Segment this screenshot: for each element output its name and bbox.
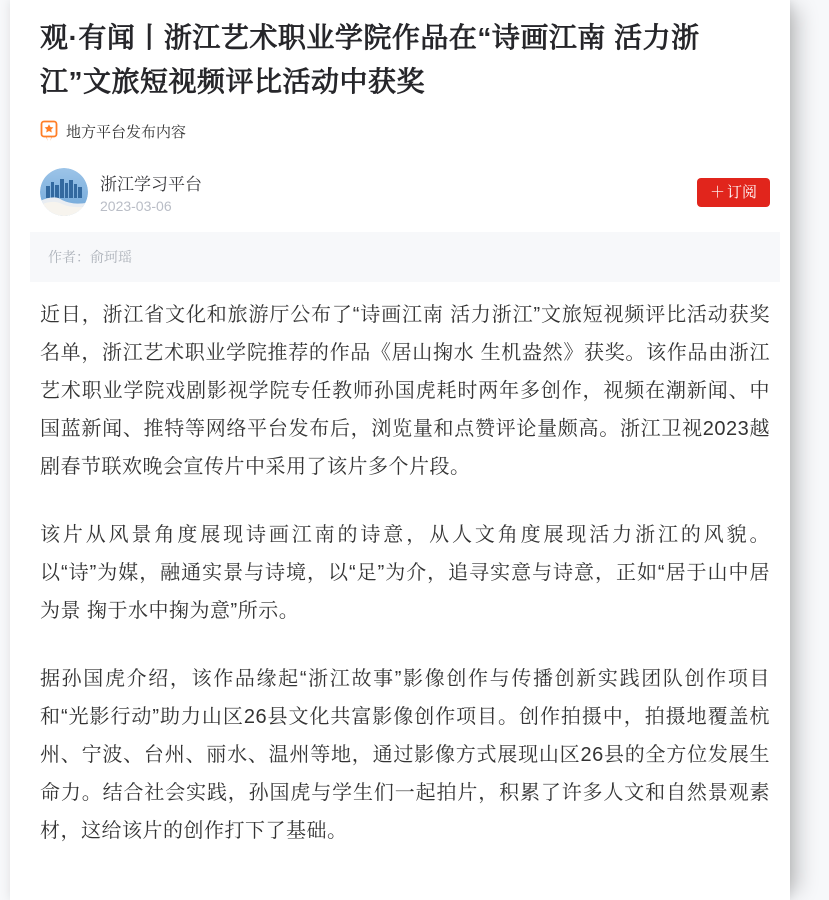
subscribe-button-label: 订阅 — [726, 183, 757, 201]
author-label: 作者：俞珂瑶 — [48, 249, 132, 265]
award-ribbon-icon — [40, 120, 58, 142]
publisher-row — [40, 168, 770, 216]
author-bar — [30, 232, 780, 282]
subscribe-button[interactable] — [697, 178, 770, 207]
publisher-meta — [100, 170, 697, 214]
publisher-avatar[interactable] — [40, 168, 88, 216]
publish-date: 2023-03-06 — [100, 198, 172, 214]
publisher-name[interactable]: 浙江学习平台 — [100, 175, 202, 194]
paragraph: 据孙国虎介绍，该作品缘起“浙江故事”影像创作与传播创新实践团队创作项目和“光影行动”助力山区26县文化共富影像创作项目。创作拍摄中，拍摄地覆盖杭州、宁波、台州、丽水、温州等地，通过影像方式展现山区26县的全方位发展生命力。结合社会实践，孙国虎与学生们一起拍片，积累了许多人文和自然景观素材，这给该片的创作打下了基础。 — [40, 668, 770, 842]
article-body — [40, 296, 770, 850]
article-title: 观·有闻丨浙江艺术职业学院作品在“诗画江南 活力浙江”文旅短视频评比活动中获奖 — [40, 22, 700, 97]
paragraph: 近日，浙江省文化和旅游厅公布了“诗画江南 活力浙江”文旅短视频评比活动获奖名单，浙江艺术职业学院推荐的作品《居山掬水 生机盎然》获奖。该作品由浙江艺术职业学院戏剧影视学院专任教师孙国虎耗时两年多创作，视频在潮新闻、中国蓝新闻、推特等网络平台发布后，浏览量和点赞评论量颇高。浙江卫视2023越剧春节联欢晚会宣传片中采用了该片多个片段。 — [40, 304, 770, 478]
plus-icon: ＋ — [709, 183, 725, 201]
source-badge-label: 地方平台发布内容 — [66, 123, 187, 141]
article-card — [10, 0, 790, 900]
source-badge — [40, 120, 770, 142]
paragraph: 该片从风景角度展现诗画江南的诗意，从人文角度展现活力浙江的风貌。以“诗”为媒，融通实景与诗境，以“足”为介，追寻实意与诗意，正如“居于山中居为景 掬于水中掬为意”所示。 — [40, 524, 770, 622]
